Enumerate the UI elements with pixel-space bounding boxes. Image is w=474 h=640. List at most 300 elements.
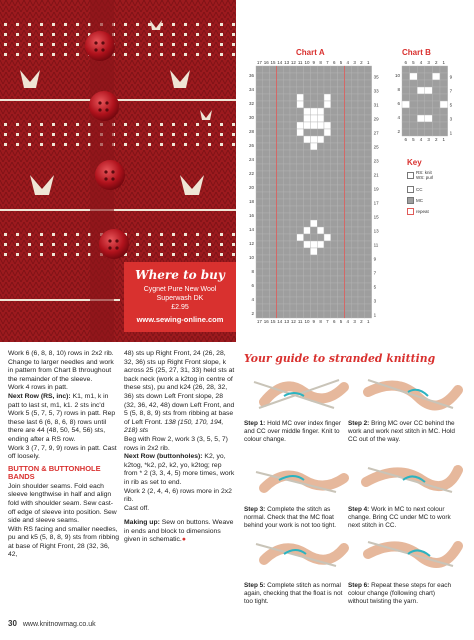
chart-a-cell	[304, 94, 311, 101]
chart-a-cell	[317, 150, 324, 157]
chart-a-cell	[270, 66, 277, 73]
chart-a-cell	[290, 108, 297, 115]
chart-a-cell	[331, 73, 338, 80]
chart-a-col-label: 8	[319, 60, 322, 65]
chart-a-row-label: 20	[248, 185, 254, 191]
chart-a-cell	[344, 136, 351, 143]
yarn-name: Cygnet Pure New Wool	[143, 286, 217, 293]
chart-a-cell	[270, 283, 277, 290]
chart-a-cell	[338, 269, 345, 276]
chart-a-cell	[276, 157, 283, 164]
chart-a-cell	[317, 115, 324, 122]
yarn-price: £2.95	[171, 304, 189, 311]
chart-a-cell	[365, 234, 372, 241]
chart-a-cell	[338, 276, 345, 283]
row-heading: Next Row (RS, inc):	[8, 392, 71, 400]
where-to-buy-title: Where to buy	[135, 268, 225, 282]
chart-a-cell	[351, 297, 358, 304]
chart-a-cell	[324, 150, 331, 157]
chart-a-cell	[290, 241, 297, 248]
chart-a-cell	[290, 262, 297, 269]
chart-a-cell	[324, 213, 331, 220]
chart-a-cell	[290, 290, 297, 297]
chart-a-cell	[263, 185, 270, 192]
step-5-image	[244, 532, 350, 574]
chart-a-cell	[283, 276, 290, 283]
chart-b-row-label: 6	[397, 101, 400, 107]
chart-a-cell	[344, 213, 351, 220]
chart-a-cell	[358, 136, 365, 143]
chart-a-cell	[317, 185, 324, 192]
chart-a-cell	[351, 73, 358, 80]
chart-a-cell	[276, 66, 283, 73]
shop-link[interactable]: www.sewing-online.com	[136, 315, 224, 324]
chart-b-cell	[432, 101, 440, 108]
chart-a-cell	[256, 171, 263, 178]
chart-a-col-label: 11	[297, 319, 303, 324]
chart-a-cell	[263, 241, 270, 248]
chart-a-cell	[358, 164, 365, 171]
chart-a-cell	[344, 248, 351, 255]
chart-b-col-label: 2	[434, 60, 438, 65]
chart-a-row-label: 21	[373, 172, 379, 178]
chart-a-cell	[331, 122, 338, 129]
chart-a-cell	[331, 192, 338, 199]
chart-a-cell	[263, 206, 270, 213]
chart-a-cell	[297, 178, 304, 185]
chart-a-cell	[263, 199, 270, 206]
chart-a-cell	[351, 234, 358, 241]
chart-a-cell	[324, 262, 331, 269]
chart-a-cell	[263, 255, 270, 262]
chart-a-cell	[283, 150, 290, 157]
chart-a-cell	[338, 227, 345, 234]
chart-b-cell	[425, 115, 433, 122]
chart-a-cell	[351, 122, 358, 129]
chart-a-cell	[256, 136, 263, 143]
step-text: Work in MC to next colour change. Bring CC under MC to work next stitch in CC.	[348, 506, 451, 530]
where-to-buy-box	[124, 262, 236, 332]
chart-a-cell	[310, 220, 317, 227]
chart-a-cell	[270, 115, 277, 122]
chart-b-cell	[417, 80, 425, 87]
chart-a-row-label: 24	[248, 157, 254, 163]
chart-a-cell	[324, 255, 331, 262]
chart-a-cell	[338, 178, 345, 185]
chart-b-cell	[432, 108, 440, 115]
chart-a-cell	[276, 164, 283, 171]
chart-a-cell	[256, 115, 263, 122]
chart-a-cell	[256, 213, 263, 220]
chart-a-cell	[256, 234, 263, 241]
chart-a-cell	[365, 206, 372, 213]
chart-a-cell	[317, 143, 324, 150]
chart-a-cell	[290, 206, 297, 213]
chart-a-cell	[256, 101, 263, 108]
chart-b-cell	[417, 87, 425, 94]
para	[124, 453, 236, 487]
chart-b-col-label: 3	[427, 60, 430, 65]
chart-b-cell	[402, 108, 410, 115]
chart-a-cell	[365, 80, 372, 87]
chart-b-cell	[417, 94, 425, 101]
para	[8, 393, 120, 410]
para: Change to larger needles and work in pattern from Chart B throughout the remainder of the sleeve.	[8, 358, 114, 383]
chart-a-cell	[283, 178, 290, 185]
chart-a-cell	[344, 94, 351, 101]
chart-a-cell	[317, 297, 324, 304]
chart-a-cell	[317, 178, 324, 185]
chart-a-cell	[331, 199, 338, 206]
chart-a-cell	[304, 192, 311, 199]
chart-a-row-label: 23	[373, 158, 379, 164]
chart-a-cell	[270, 157, 277, 164]
chart-a-cell	[324, 108, 331, 115]
chart-a-cell	[256, 206, 263, 213]
chart-a-col-label: 4	[346, 319, 350, 324]
chart-a-cell	[256, 276, 263, 283]
chart-a-cell	[351, 129, 358, 136]
chart-a-cell	[263, 248, 270, 255]
chart-a-cell	[358, 269, 365, 276]
chart-a-cell	[338, 241, 345, 248]
chart-a-cell	[331, 290, 338, 297]
chart-a-cell	[317, 101, 324, 108]
chart-a-cell	[276, 241, 283, 248]
chart-a-cell	[338, 164, 345, 171]
chart-a-cell	[365, 150, 372, 157]
chart-a-cell	[324, 185, 331, 192]
chart-a-cell	[344, 304, 351, 311]
chart-a-cell	[365, 178, 372, 185]
chart-b-cell	[402, 129, 410, 136]
chart-a-cell	[283, 262, 290, 269]
chart-a-cell	[324, 311, 331, 318]
chart-a-cell	[256, 262, 263, 269]
chart-a-cell	[256, 290, 263, 297]
chart-a-cell	[310, 199, 317, 206]
chart-b-cell	[410, 87, 418, 94]
chart-a-cell	[351, 178, 358, 185]
chart-a-cell	[297, 115, 304, 122]
chart-a-cell	[317, 171, 324, 178]
chart-a-cell	[297, 297, 304, 304]
chart-a-cell	[263, 283, 270, 290]
chart-a-cell	[317, 248, 324, 255]
step-6-text	[348, 582, 456, 607]
chart-a-row-label: 26	[248, 143, 254, 149]
chart-a-cell	[338, 290, 345, 297]
chart-a-cell	[304, 248, 311, 255]
chart-b-row-label: 2	[397, 129, 400, 135]
chart-a-cell	[263, 101, 270, 108]
chart-b-cell	[402, 66, 410, 73]
step-3-image	[244, 458, 350, 500]
chart-b-cell	[425, 129, 433, 136]
chart-b-cell	[425, 122, 433, 129]
chart-a-cell	[256, 122, 263, 129]
chart-a-cell	[365, 241, 372, 248]
chart-a-col-label: 17	[256, 60, 262, 65]
chart-a-cell	[317, 311, 324, 318]
chart-a-cell	[310, 304, 317, 311]
chart-a-cell	[283, 241, 290, 248]
chart-a-cell	[276, 185, 283, 192]
chart-a-cell	[324, 304, 331, 311]
chart-a-cell	[283, 87, 290, 94]
button-3	[95, 160, 125, 190]
chart-a-cell	[283, 108, 290, 115]
chart-a-cell	[310, 290, 317, 297]
chart-a-cell	[331, 178, 338, 185]
chart-a-cell	[263, 129, 270, 136]
chart-a-cell	[304, 199, 311, 206]
chart-a-cell	[358, 178, 365, 185]
chart-a-cell	[304, 143, 311, 150]
chart-a-cell	[351, 80, 358, 87]
chart-b-col-label: 4	[419, 137, 423, 142]
chart-a-cell	[270, 164, 277, 171]
para: Beg with Row 2, work 3 (3, 5, 5, 7) rows in 2x2 rib.	[124, 435, 228, 452]
chart-b-cell	[432, 73, 440, 80]
chart-a-cell	[256, 248, 263, 255]
chart-a-col-label: 2	[360, 319, 363, 324]
chart-b-row-label: 9	[449, 74, 453, 80]
chart-a-col-label: 13	[284, 319, 290, 324]
chart-a-cell	[365, 129, 372, 136]
chart-a-cell	[283, 213, 290, 220]
hands-knitting-icon	[358, 532, 464, 574]
chart-a-cell	[276, 94, 283, 101]
chart-a-cell	[351, 241, 358, 248]
chart-a-cell	[317, 199, 324, 206]
key-swatch-knit	[407, 172, 414, 179]
chart-a-cell	[338, 234, 345, 241]
chart-a-cell	[351, 171, 358, 178]
chart-a-cell	[351, 164, 358, 171]
chart-a-cell	[256, 164, 263, 171]
chart-a-cell	[310, 66, 317, 73]
chart-a-cell	[256, 94, 263, 101]
chart-a-row-label: 3	[373, 298, 377, 304]
chart-a-cell	[331, 108, 338, 115]
chart-a-cell	[351, 220, 358, 227]
chart-a-cell	[256, 66, 263, 73]
chart-a-cell	[256, 269, 263, 276]
chart-a-col-label: 12	[290, 60, 296, 65]
chart-a-cell	[358, 290, 365, 297]
chart-a-cell	[283, 192, 290, 199]
chart-a-cell	[270, 143, 277, 150]
chart-a-cell	[365, 227, 372, 234]
chart-a-col-label: 1	[366, 319, 370, 324]
chart-b-cell	[440, 115, 448, 122]
chart-a-cell	[290, 304, 297, 311]
chart-a-cell	[263, 171, 270, 178]
chart-a-cell	[276, 87, 283, 94]
chart-b-row-label: 4	[397, 115, 400, 121]
chart-a-cell	[270, 185, 277, 192]
chart-a-cell	[351, 290, 358, 297]
chart-a-cell	[290, 283, 297, 290]
chart-a-cell	[317, 129, 324, 136]
step-label: Step 3:	[244, 506, 266, 513]
chart-b-cell	[417, 101, 425, 108]
chart-a-cell	[317, 66, 324, 73]
chart-a-cell	[365, 248, 372, 255]
chart-a-cell	[324, 80, 331, 87]
chart-a-cell	[358, 150, 365, 157]
chart-a-cell	[331, 234, 338, 241]
chart-a-cell	[358, 206, 365, 213]
chart-a-cell	[331, 262, 338, 269]
page-footer	[8, 619, 96, 628]
chart-b-title: Chart B	[402, 48, 431, 57]
chart-a-cell	[344, 150, 351, 157]
chart-a-cell	[365, 297, 372, 304]
chart-a-cell	[310, 171, 317, 178]
cardigan-photo	[0, 0, 236, 342]
chart-a-cell	[270, 101, 277, 108]
chart-a-cell	[256, 283, 263, 290]
chart-a-cell	[297, 227, 304, 234]
chart-a-cell	[276, 206, 283, 213]
chart-a-cell	[297, 241, 304, 248]
para	[124, 519, 236, 545]
step-1-image	[244, 372, 350, 414]
chart-a-cell	[297, 143, 304, 150]
chart-a-row-label: 30	[248, 115, 254, 121]
magazine-url[interactable]: www.knitnowmag.co.uk	[22, 621, 96, 628]
end-mark-icon: ●	[181, 536, 186, 544]
chart-a-col-label: 16	[263, 319, 269, 324]
chart-a-row-label: 28	[248, 129, 254, 135]
chart-a-cell	[317, 255, 324, 262]
chart-a-cell	[351, 150, 358, 157]
chart-a-cell	[310, 248, 317, 255]
chart-a-cell	[283, 297, 290, 304]
chart-b-col-label: 1	[442, 60, 446, 65]
chart-a-cell	[263, 227, 270, 234]
chart-a-cell	[331, 283, 338, 290]
chart-a-cell	[263, 220, 270, 227]
chart-b-cell	[410, 94, 418, 101]
para-text: 48) sts up Right Front, 24 (26, 28, 32, 36) sts up Right Front slope, k across 25 (25, 27, 31, 33) held sts at back neck (work a k2tog in centre of these sts), pu and k24 (26, 28, 32, 36) sts down Left Front slope, 28 (32, 36, 42, 48) down Left Front, and 5 (5, 8, 8, 9) sts from ribbing at base of Left Front.	[124, 350, 235, 426]
chart-a-cell	[358, 213, 365, 220]
chart-b-cell	[410, 101, 418, 108]
chart-a-cell	[304, 290, 311, 297]
chart-a-cell	[338, 199, 345, 206]
chart-a-cell	[304, 185, 311, 192]
chart-a-cell	[290, 143, 297, 150]
chart-a-cell	[270, 213, 277, 220]
chart-a-cell	[351, 157, 358, 164]
chart-a-cell	[270, 227, 277, 234]
chart-a-cell	[344, 101, 351, 108]
chart-a-cell	[256, 255, 263, 262]
chart-a-cell	[263, 290, 270, 297]
chart-a-cell	[317, 108, 324, 115]
chart-a-cell	[344, 311, 351, 318]
chart-a-cell	[310, 297, 317, 304]
chart-a-cell	[310, 269, 317, 276]
chart-a-cell	[310, 262, 317, 269]
chart-a-cell	[365, 115, 372, 122]
chart-a-cell	[290, 115, 297, 122]
chart-a-cell	[331, 129, 338, 136]
chart-a-cell	[297, 122, 304, 129]
chart-a-cell	[344, 283, 351, 290]
chart-a-cell	[331, 297, 338, 304]
chart-a-cell	[331, 220, 338, 227]
chart-a-col-label: 9	[312, 319, 316, 324]
chart-a-cell	[263, 108, 270, 115]
chart-b-cell	[417, 115, 425, 122]
chart-a-cell	[283, 269, 290, 276]
chart-b-row-label: 3	[449, 116, 453, 122]
chart-a-cell	[310, 129, 317, 136]
chart-a-cell	[297, 157, 304, 164]
chart-a-cell	[290, 185, 297, 192]
chart-a-cell	[351, 311, 358, 318]
hands-knitting-icon	[358, 458, 464, 500]
chart-a-cell	[344, 206, 351, 213]
chart-a-cell	[317, 213, 324, 220]
chart-a-row-label: 5	[373, 284, 377, 290]
para: Work 4 rows in patt.	[8, 384, 68, 392]
key-swatch-repeat	[407, 208, 414, 215]
pattern-column-2	[124, 350, 236, 545]
chart-a-cell	[304, 311, 311, 318]
chart-a-cell	[263, 213, 270, 220]
chart-a-cell	[324, 234, 331, 241]
chart-a-cell	[263, 87, 270, 94]
chart-a-cell	[310, 227, 317, 234]
chart-a-cell	[304, 227, 311, 234]
chart-a-cell	[365, 101, 372, 108]
chart-a-cell	[310, 241, 317, 248]
chart-b-cell	[440, 101, 448, 108]
chart-a-cell	[283, 304, 290, 311]
chart-a-cell	[270, 255, 277, 262]
chart-a-cell	[270, 192, 277, 199]
chart-a-cell	[263, 276, 270, 283]
chart-a-cell	[358, 234, 365, 241]
chart-a-cell	[276, 262, 283, 269]
chart-a-cell	[351, 276, 358, 283]
chart-b-cell	[417, 73, 425, 80]
chart-a-title: Chart A	[296, 48, 325, 57]
step-1-text	[244, 420, 352, 445]
key-label-mc: MC	[416, 198, 423, 203]
chart-a-cell	[270, 290, 277, 297]
chart-a-cell	[290, 213, 297, 220]
chart-a-row-label: 18	[248, 199, 254, 205]
chart-b-cell	[417, 122, 425, 129]
chart-a-cell	[297, 136, 304, 143]
step-label: Step 1:	[244, 420, 266, 427]
hands-knitting-icon	[244, 372, 350, 414]
chart-a-cell	[338, 206, 345, 213]
chart-a-cell	[276, 290, 283, 297]
chart-a-row-label: 1	[373, 312, 377, 318]
chart-a-cell	[297, 164, 304, 171]
chart-a-cell	[331, 66, 338, 73]
chart-a-cell	[263, 178, 270, 185]
chart-a-cell	[317, 192, 324, 199]
chart-a-cell	[297, 248, 304, 255]
chart-b-cell	[440, 129, 448, 136]
